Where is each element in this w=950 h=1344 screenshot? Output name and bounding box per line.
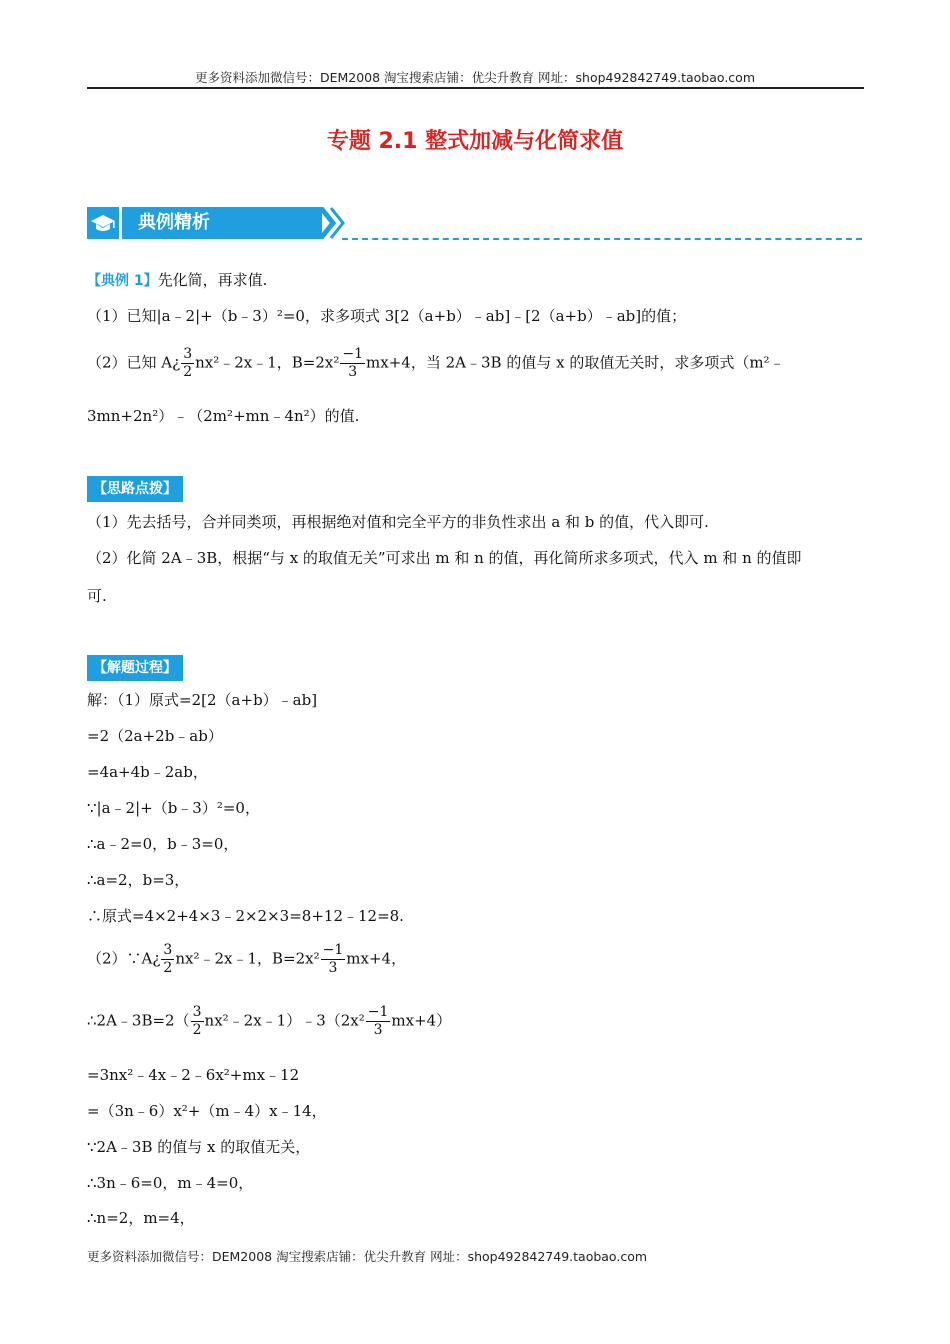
- page-title: 专题 2.1 整式加减与化简求值: [326, 129, 624, 154]
- fraction-denominator: 2: [192, 1022, 202, 1038]
- text-segment: mx+4）: [391, 1011, 452, 1030]
- example-part-2: [87, 346, 785, 381]
- fraction-numerator: 3: [192, 1004, 202, 1020]
- solution-line: [87, 1004, 451, 1039]
- fraction: [340, 346, 365, 381]
- fraction-numerator: −1: [367, 1004, 389, 1020]
- text-segment: （2）已知 A¿: [87, 353, 181, 372]
- page-footer: 更多资料添加微信号：DEM2008 淘宝搜索店铺：优尖升教育 网址：shop492842749.taobao.com: [87, 1249, 648, 1264]
- hint-tag: 【思路点拨】: [87, 476, 183, 502]
- fraction: [181, 346, 194, 381]
- fraction: [161, 942, 174, 977]
- fraction-denominator: 3: [328, 960, 338, 976]
- banner-dashed-rule: [342, 238, 862, 240]
- example-tag: 【典例 1】: [87, 273, 158, 289]
- hint-heading: [87, 476, 183, 502]
- solution-line: =（3n﹣6）x²+（m﹣4）x﹣14，: [87, 1102, 327, 1120]
- fraction-numerator: 3: [183, 346, 193, 362]
- solution-line: ∴3n﹣6=0，m﹣4=0，: [87, 1174, 254, 1192]
- page-header: 更多资料添加微信号：DEM2008 淘宝搜索店铺：优尖升教育 网址：shop492842749.taobao.com: [194, 70, 756, 85]
- example-part-1: （1）已知|a﹣2|+（b﹣3）²=0，求多项式 3[2（a+b）﹣ab]﹣[2（a+b）﹣ab]的值；: [87, 307, 687, 325]
- banner-label: 典例精析: [122, 207, 322, 239]
- graduation-cap-icon: [87, 207, 119, 239]
- text-segment: mx+4，当 2A﹣3B 的值与 x 的取值无关时，求多项式（m²﹣: [366, 353, 785, 372]
- text-segment: mx+4，: [346, 949, 407, 968]
- fraction-numerator: 3: [163, 942, 173, 958]
- text-segment: nx²﹣2x﹣1，B=2x²: [175, 949, 320, 968]
- example-part-2-cont: 3mn+2n²）﹣（2m²+mn﹣4n²）的值.: [87, 407, 360, 425]
- solution-tag: 【解题过程】: [87, 655, 183, 681]
- solution-line: ∵|a﹣2|+（b﹣3）²=0，: [87, 799, 260, 817]
- fraction-denominator: 3: [348, 364, 358, 380]
- fraction: [321, 942, 346, 977]
- hint-line-2: （2）化简 2A﹣3B，根据“与 x 的取值无关”可求出 m 和 n 的值，再化简所求多项式，代入 m 和 n 的值即: [87, 549, 802, 567]
- fraction: [191, 1004, 204, 1039]
- text-segment: nx²﹣2x﹣1）﹣3（2x²: [204, 1011, 365, 1030]
- fraction-numerator: −1: [342, 346, 364, 362]
- solution-line: ∴a﹣2=0，b﹣3=0，: [87, 835, 239, 853]
- solution-line: [87, 942, 406, 977]
- text-segment: ∴2A﹣3B=2（: [87, 1011, 190, 1030]
- solution-line: 解：（1）原式=2[2（a+b）﹣ab]: [87, 691, 318, 709]
- hint-line-1: （1）先去括号，合并同类项，再根据绝对值和完全平方的非负性求出 a 和 b 的值，代入即可.: [87, 513, 709, 531]
- fraction-denominator: 3: [373, 1022, 383, 1038]
- solution-line: ∴原式=4×2+4×3﹣2×2×3=8+12﹣12=8.: [87, 907, 404, 925]
- text-segment: （2）∵A¿: [87, 949, 161, 968]
- hint-line-3: 可.: [87, 587, 107, 605]
- solution-line: ∵2A﹣3B 的值与 x 的取值无关，: [87, 1138, 311, 1156]
- solution-line: =2（2a+2b﹣ab）: [87, 727, 223, 745]
- solution-line: =4a+4b﹣2ab，: [87, 763, 208, 781]
- fraction-denominator: 2: [183, 364, 193, 380]
- fraction-denominator: 2: [163, 960, 173, 976]
- fraction-numerator: −1: [322, 942, 344, 958]
- section-banner: [87, 207, 867, 243]
- solution-line: =3nx²﹣4x﹣2﹣6x²+mx﹣12: [87, 1066, 300, 1084]
- fraction: [366, 1004, 391, 1039]
- example-intro: 先化简，再求值.: [157, 271, 268, 289]
- chevron-right-icon: [319, 207, 345, 241]
- example-heading: [87, 270, 267, 291]
- solution-heading: [87, 655, 183, 681]
- header-rule: [87, 87, 864, 89]
- solution-line: ∴a=2，b=3，: [87, 871, 190, 889]
- solution-line: ∴n=2，m=4，: [87, 1209, 195, 1227]
- text-segment: nx²﹣2x﹣1，B=2x²: [195, 353, 340, 372]
